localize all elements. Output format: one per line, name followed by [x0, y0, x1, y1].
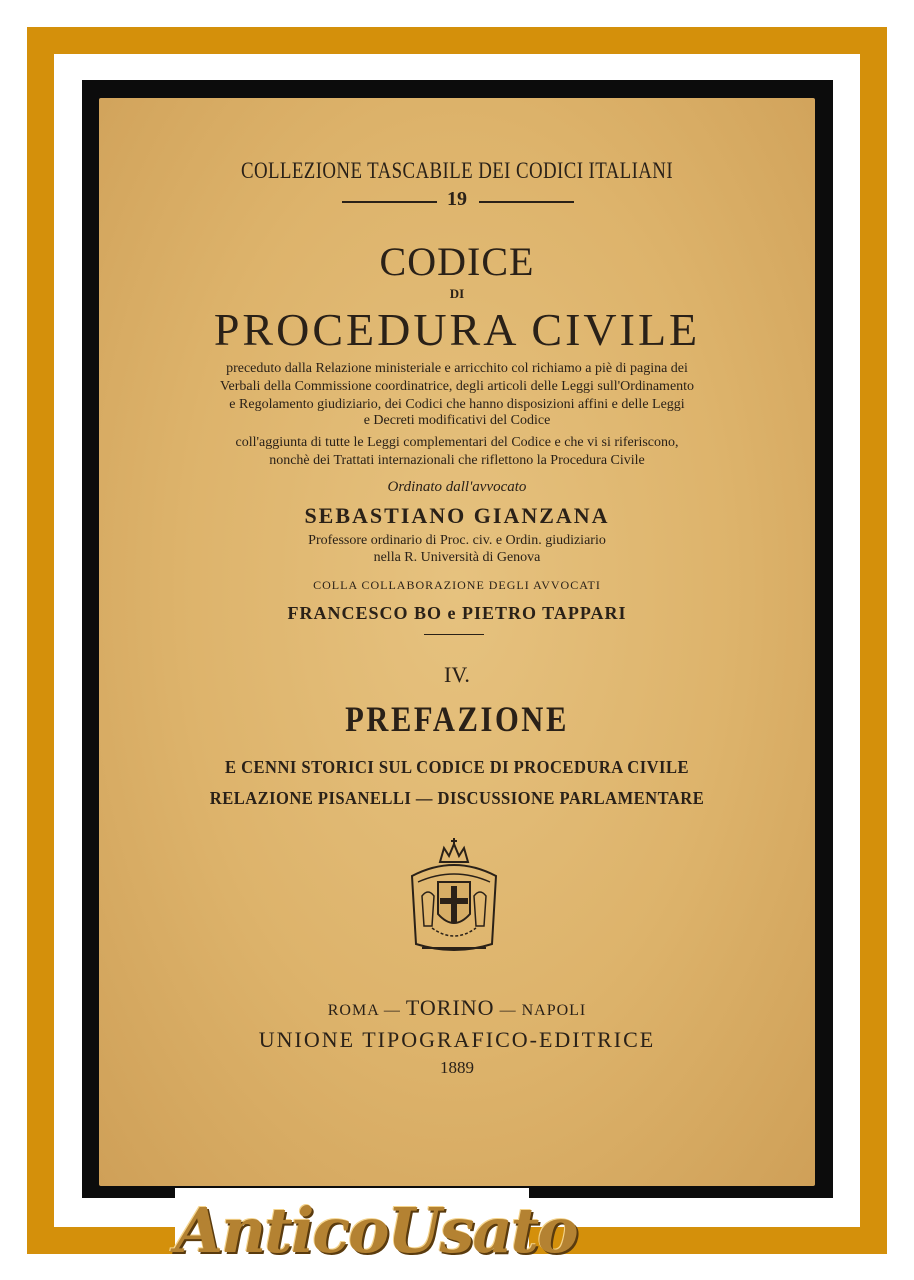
book-cover: [99, 98, 815, 1186]
publisher: UNIONE TIPOGRAFICO-EDITRICE: [258, 1027, 656, 1052]
description-line: nonchè dei Trattati internazionali che riflettono la Procedura Civile: [269, 453, 645, 468]
author-title-line: Professore ordinario di Proc. civ. e Ordin. giudiziario: [308, 533, 606, 548]
series-number: 19: [447, 188, 467, 210]
series-number-row: [99, 190, 815, 212]
watermark-text: AnticoUsato: [175, 1194, 577, 1267]
author-name: SEBASTIANO GIANZANA: [304, 503, 610, 528]
subtitle-2: RELAZIONE PISANELLI — DISCUSSIONE PARLAMENTARE: [209, 788, 705, 808]
divider: [424, 634, 484, 635]
author-title-line: nella R. Università di Genova: [373, 550, 541, 565]
volume-number: IV.: [444, 662, 470, 687]
description-line: e Decreti modificativi del Codice: [363, 413, 551, 428]
rule-right: [479, 201, 574, 203]
title-procedura-civile: PROCEDURA CIVILE: [213, 304, 701, 355]
coat-of-arms-icon: [402, 836, 506, 958]
city-torino: TORINO: [405, 995, 495, 1020]
description-line: preceduto dalla Relazione ministeriale e arricchito col richiamo a piè di pagina dei: [226, 361, 688, 376]
publication-year: 1889: [440, 1058, 474, 1077]
collaboration-label: COLLA COLLABORAZIONE DEGLI AVVOCATI: [313, 578, 601, 592]
title-codice: CODICE: [379, 239, 535, 284]
subtitle-1: E CENNI STORICI SUL CODICE DI PROCEDURA CIVILE: [225, 757, 689, 777]
title-di: DI: [449, 286, 465, 301]
description-line: e Regolamento giudiziario, dei Codici che hanno disposizioni affini e delle Leggi: [229, 397, 685, 412]
cities-line: [99, 995, 815, 1021]
city-roma: ROMA —: [327, 1002, 401, 1019]
city-napoli: — NAPOLI: [499, 1002, 587, 1019]
section-title: PREFAZIONE: [345, 699, 569, 739]
collaborators: FRANCESCO BO e PIETRO TAPPARI: [287, 603, 627, 623]
description-line: coll'aggiunta di tutte le Leggi complementari del Codice e che vi si riferiscono,: [235, 435, 679, 450]
series-title: COLLEZIONE TASCABILE DEI CODICI ITALIANI: [240, 158, 674, 183]
description-line: Verbali della Commissione coordinatrice, degli articoli delle Leggi sull'Ordinamento: [219, 379, 695, 394]
watermark-logo: [175, 1188, 577, 1280]
ordered-by: Ordinato dall'avvocato: [387, 479, 527, 495]
